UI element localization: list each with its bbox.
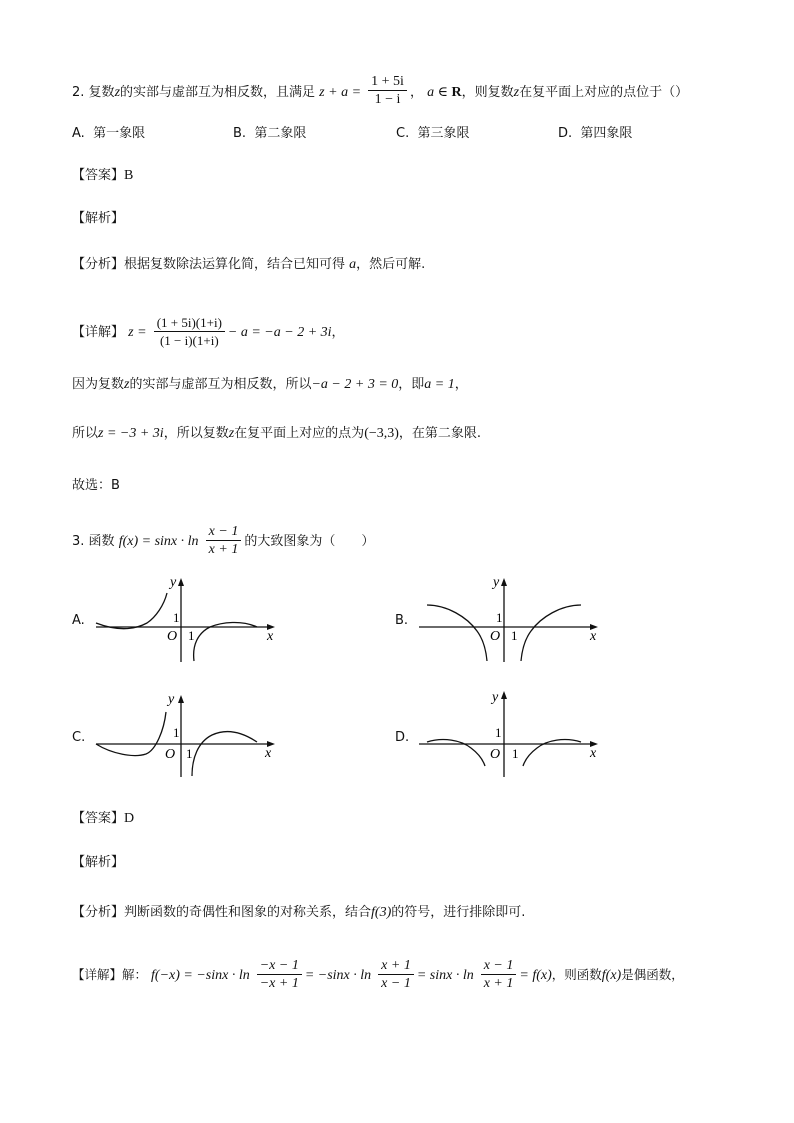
q2-conclusion-line: 所以z = −3 + 3i，所以复数z在复平面上对应的点为(−3,3)，在第二象限. [72, 426, 482, 441]
q2-detail: 【详解】 z = $\frac{(1 + 5i)(1+i)}{(1 - i)(1+i)}$ − a = −a − 2 + 3i， [72, 315, 345, 348]
q3-answer: 【答案】D [72, 811, 135, 826]
svg-text:y: y [493, 575, 500, 590]
q2-answer: 【答案】B [72, 168, 134, 183]
y-axis-arrow [501, 691, 507, 699]
graph-option-a: A. y 1 O 1 x [72, 575, 282, 665]
svg-text:1: 1 [512, 746, 519, 761]
svg-text:x: x [590, 629, 597, 644]
q3-number: 3. [72, 534, 85, 549]
q2-choice-c: C. 第三象限 [396, 126, 470, 141]
q3-jiexi: 【解析】 [72, 855, 125, 870]
q2-fraction: $\frac{1 + 5i}{1 - i}$ [368, 73, 407, 108]
graph-option-c: C. y 1 O 1 x [72, 690, 282, 780]
svg-text:x: x [590, 746, 597, 761]
svg-text:1: 1 [186, 746, 193, 761]
svg-text:1: 1 [495, 725, 502, 740]
svg-text:1: 1 [511, 628, 518, 643]
curve-right [521, 605, 581, 661]
curve-left [427, 605, 487, 661]
svg-text:y: y [168, 692, 175, 707]
svg-text:x: x [267, 629, 274, 644]
svg-text:y: y [492, 690, 499, 705]
graph-a-svg [72, 575, 282, 665]
q3-detail-frac-1: $\frac{-x - 1}{-x + 1}$ [257, 957, 302, 992]
svg-text:O: O [167, 629, 178, 644]
svg-text:1: 1 [173, 610, 180, 625]
y-axis-arrow [178, 578, 184, 586]
svg-text:x: x [265, 746, 272, 761]
q3-detail: 【详解】解： f(−x) = −sinx · ln $\frac{-x - 1}{-x + 1}$ = −sinx · ln $\frac{x + 1}{x - 1}$ = sinx · ln $\frac{x - 1}{x + 1}$ = f(x)，则函数f(x)是偶函数， [72, 958, 684, 991]
q2-analysis: 【分析】根据复数除法运算化简，结合已知可得 a，然后可解. [72, 257, 426, 272]
q3-detail-frac-2: $\frac{x + 1}{x - 1}$ [378, 957, 414, 992]
curve-left [96, 593, 167, 629]
q2-jiexi: 【解析】 [72, 211, 125, 226]
graph-option-d: D. y 1 O 1 x [395, 690, 605, 780]
q3-detail-frac-3: $\frac{x - 1}{x + 1}$ [481, 957, 517, 992]
curve-left [96, 712, 166, 756]
svg-text:O: O [490, 747, 501, 762]
q2-choice-a: A. 第一象限 [72, 126, 146, 141]
svg-text:O: O [165, 747, 176, 762]
q2-stem: 2. 复数z的实部与虚部互为相反数，且满足 z + a = $\frac{1 + 5i}{1 - i}$ ， a ∈ R，则复数z在复平面上对应的点位于（） [72, 74, 689, 107]
q2-final-choice: 故选：B [72, 478, 120, 493]
curve-right [192, 731, 257, 776]
q3-stem: 3. 函数 f(x) = sinx · ln $\frac{x - 1}{x + 1}$ 的大致图象为（ ） [72, 524, 375, 557]
svg-text:1: 1 [188, 628, 195, 643]
y-axis-arrow [501, 578, 507, 586]
y-axis-arrow [178, 695, 184, 703]
svg-text:1: 1 [496, 610, 503, 625]
q2-reason-line: 因为复数z的实部与虚部互为相反数，所以−a − 2 + 3 = 0，即a = 1， [72, 377, 468, 392]
graph-option-b: B. y 1 O 1 x [395, 575, 605, 665]
q3-analysis: 【分析】判断函数的奇偶性和图象的对称关系，结合f(3)的符号，进行排除即可. [72, 905, 526, 920]
curve-right [194, 622, 257, 661]
q2-number: 2. [72, 85, 85, 100]
graph-c-svg [72, 690, 282, 780]
q2-choice-b: B. 第二象限 [233, 126, 307, 141]
svg-text:1: 1 [173, 725, 180, 740]
svg-text:y: y [170, 575, 177, 590]
q2-choice-d: D. 第四象限 [558, 126, 633, 141]
svg-text:O: O [490, 629, 501, 644]
q2-detail-fraction: $\frac{(1 + 5i)(1+i)}{(1 - i)(1+i)}$ [154, 314, 225, 349]
q3-fraction: $\frac{x - 1}{x + 1}$ [206, 523, 242, 558]
graph-b-svg [395, 575, 605, 665]
graph-d-svg [395, 690, 605, 780]
